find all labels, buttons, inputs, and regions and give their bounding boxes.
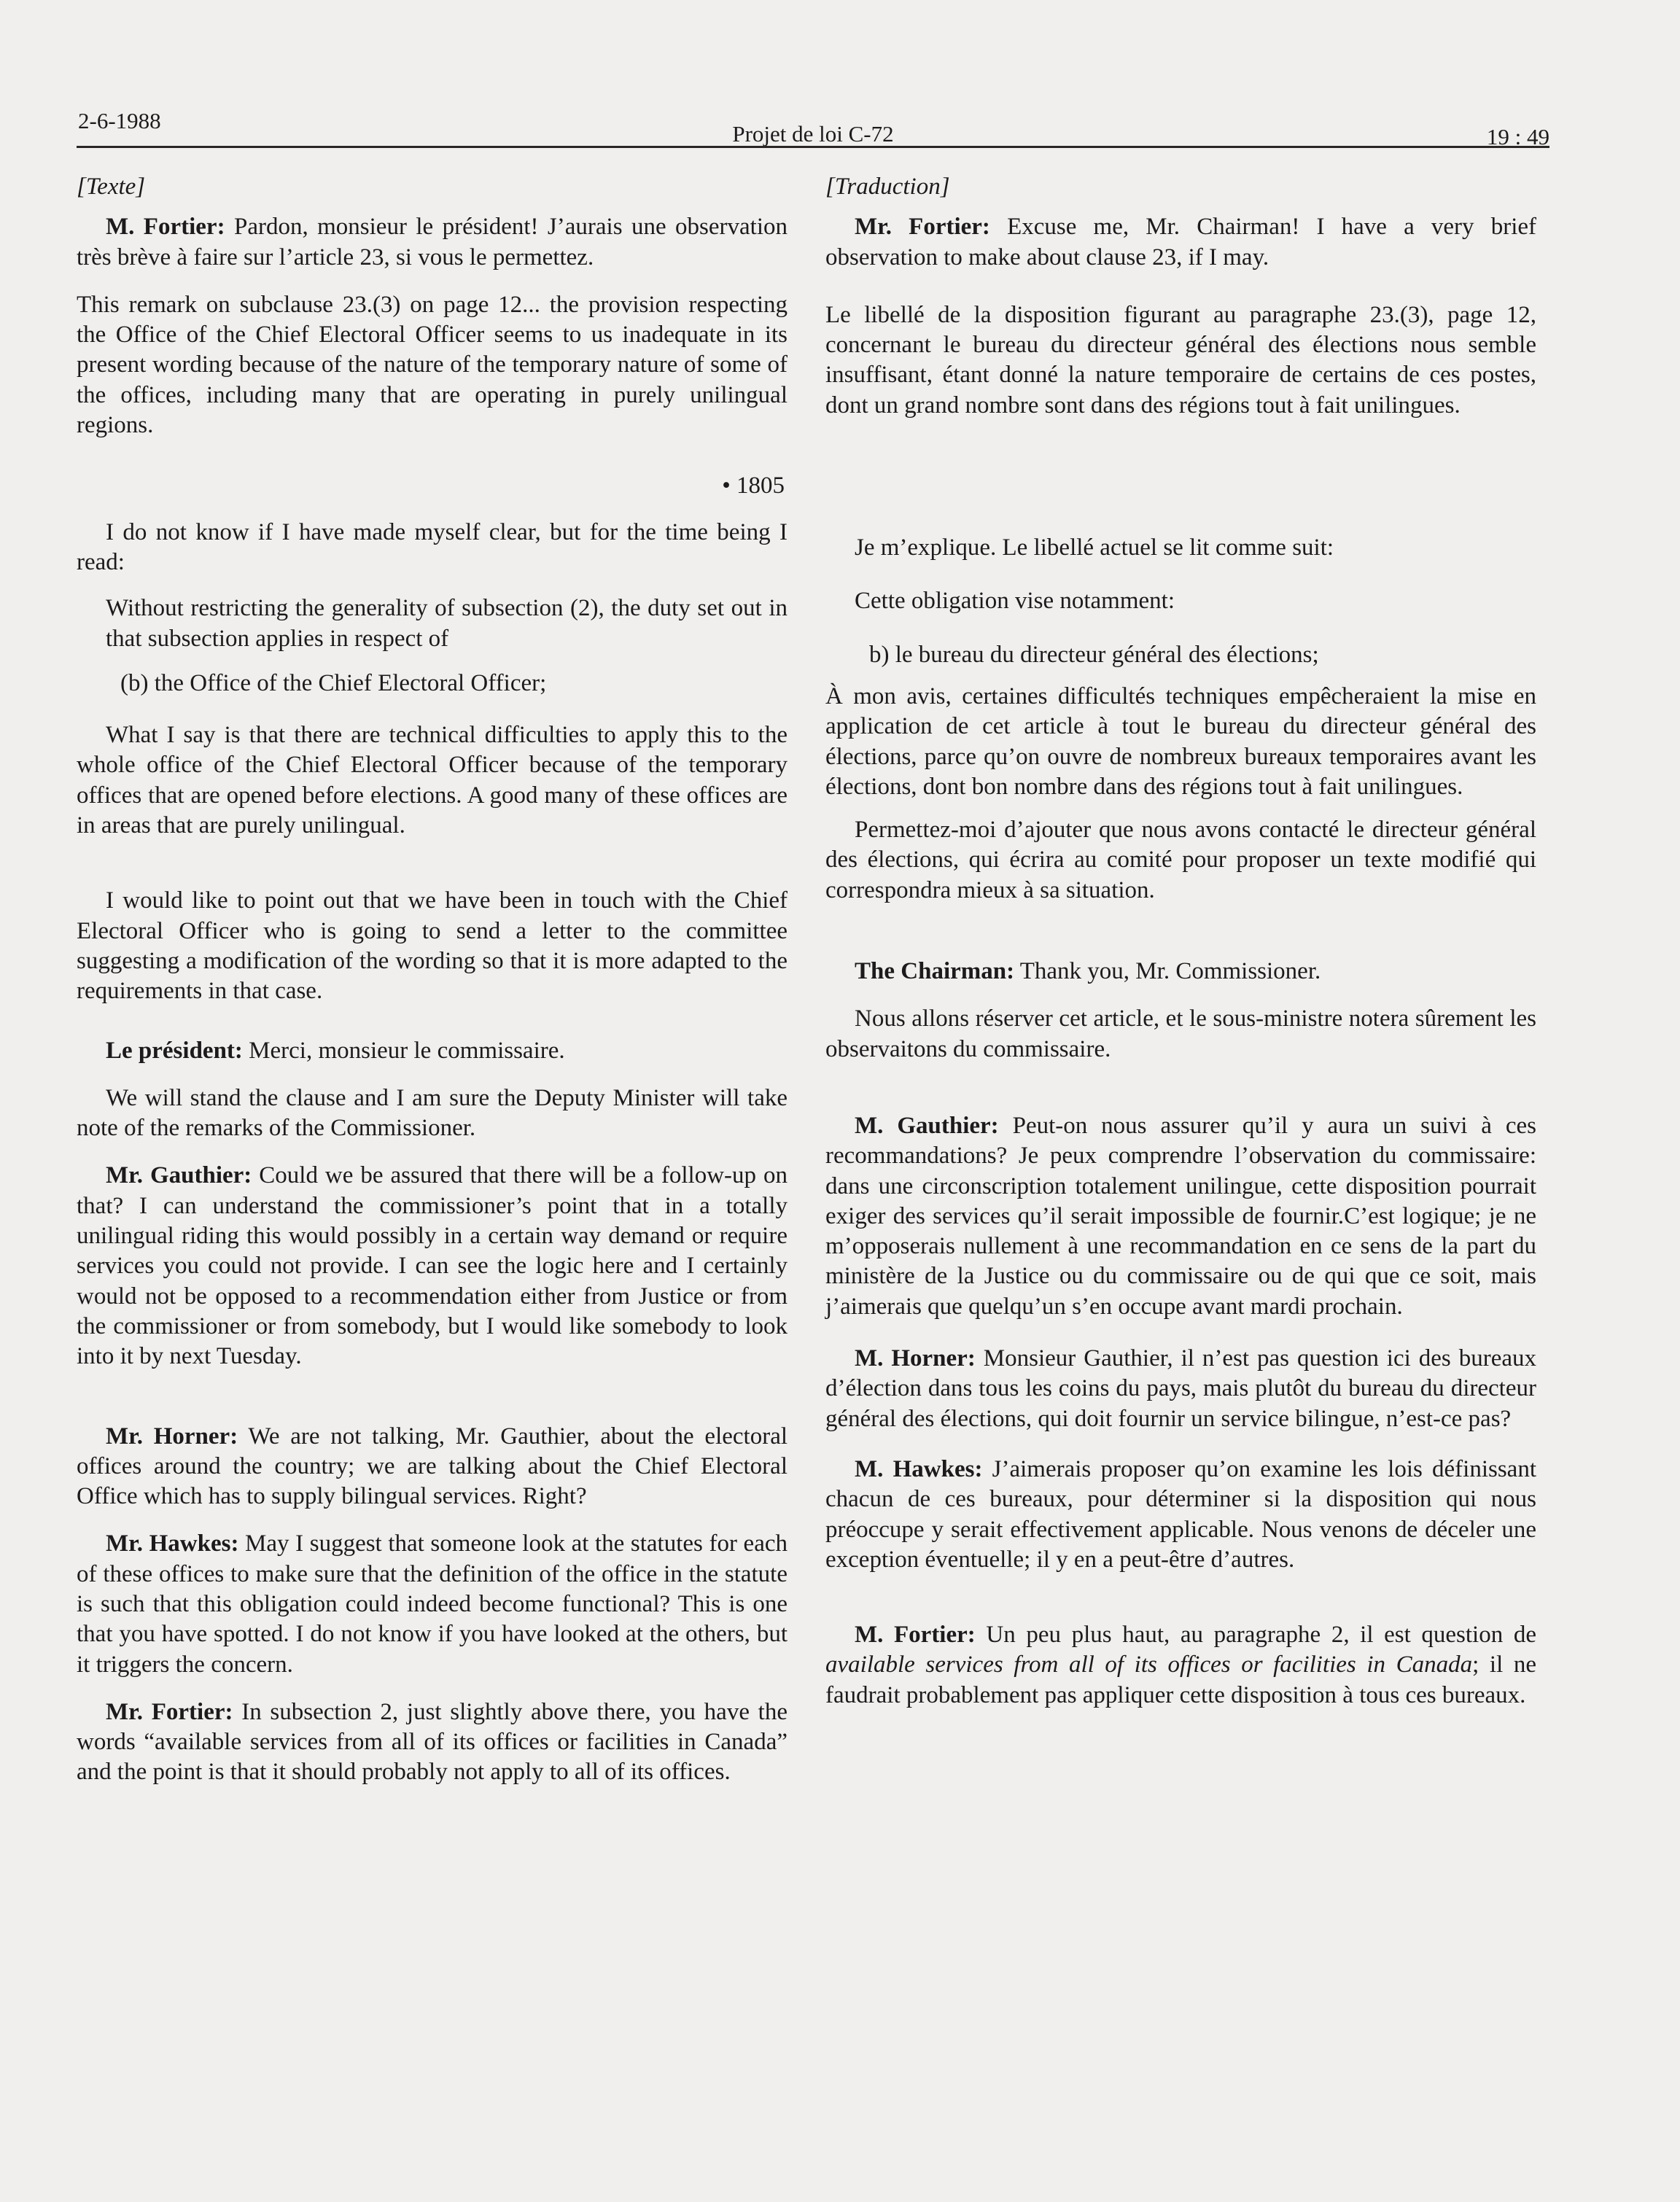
paragraph: We will stand the clause and I am sure the Deputy Minister will take note of the remarks of the Commissioner. [77,1084,788,1142]
speaker-name: Mr. Gauthier: [106,1162,252,1189]
time-stamp: • 1805 [722,472,785,499]
speaker-name: Mr. Horner: [106,1423,238,1450]
speaker-name: M. Fortier: [855,1622,976,1649]
paragraph [825,1344,1536,1434]
paragraph-text: Thank you, Mr. Commissioner. [1014,958,1321,985]
paragraph-text: Merci, monsieur le commissaire. [242,1037,565,1064]
paragraph: What I say is that there are technical difficulties to apply this to the whole office of the Chief Electoral Officer because of the temporary offices that are opened before elections. A good many of these offices are in areas that are purely unilingual. [77,722,788,839]
paragraph-text: Peut-on nous assurer qu’il y aura un suivi à ces recommandations? Je peux comprendre l’observation du commissaire: dans une circonscription totalement unilingue, cette disposition pourrait exiger des services qu’il serait impossible de fournir.C’est logique; je ne m’opposerais nullement à une recommandation en ce sens de la part du ministère de la Justice ou du commissaire ou de qui que ce soit, mais j’aimerais que quelqu’un s’en occupe avant mardi prochain. [825,1112,1537,1320]
header-date: 2-6-1988 [78,108,161,133]
paragraph [825,1111,1536,1322]
paragraph [825,1620,1536,1711]
paragraph: Je m’explique. Le libellé actuel se lit comme suit: [855,534,1334,561]
paragraph: This remark on subclause 23.(3) on page 12... the provision respecting the Office of the Chief Electoral Officer seems to us inadequate in its present wording because of the nature of the temporary nature of some of the offices, including many that are operating in purely unilingual regions. [77,291,788,439]
header-rule [77,146,1549,148]
speaker-name: M. Horner: [855,1345,976,1372]
paragraph-text: Pardon, monsieur le président! J’aurais une observation très brève à faire sur l’article 23, si vous le permettez. [77,214,788,271]
paragraph-text: We are not talking, Mr. Gauthier, about the electoral offices around the country; we are talking about the Chief Electoral Office which has to supply bilingual services. Right? [77,1423,788,1510]
paragraph-text: Monsieur Gauthier, il n’est pas question ici des bureaux d’élection dans tous les coins du pays, mais plutôt du bureau du directeur général des élections, qui doit fournir un service bilingue, n’est-ce pas? [825,1345,1536,1432]
speaker-name: Le président: [106,1037,243,1064]
paragraph: I do not know if I have made myself clear, but for the time being I read: [77,518,788,575]
paragraph: Nous allons réserver cet article, et le sous-ministre notera sûrement les observaitons du commissaire. [825,1005,1536,1062]
speaker-name: M. Gauthier: [855,1112,999,1139]
paragraph [825,957,1536,987]
paragraph [77,1036,788,1066]
speaker-name: Mr. Hawkes: [106,1530,239,1557]
paragraph [825,212,1536,273]
paragraph: Le libellé de la disposition figurant au paragraphe 23.(3), page 12, concernant le bureau du directeur général des élections nous semble insuffisant, étant donné la nature temporaire de certains de ces postes, dont un grand nombre sont dans des régions tout à fait unilingues. [825,301,1536,419]
page-header [77,108,1549,149]
paragraph: À mon avis, certaines difficultés techniques empêcheraient la mise en application de cet article à tout le bureau du directeur général des élections, parce qu’on ouvre de nombreux bureaux temporaires avant les élections, dont bon nombre dans des régions tout à fait unilingues. [825,682,1536,800]
paragraph-text: May I suggest that someone look at the statutes for each of these offices to make sure that the definition of the office in the statute is such that this obligation could indeed become functional? This is one that you have spotted. I do not know if you have looked at the others, but it triggers the concern. [77,1530,788,1678]
language-marker: [Texte] [77,174,146,200]
paragraph [825,1455,1536,1575]
paragraph [77,1422,788,1512]
paragraph-text: Un peu plus haut, au paragraphe 2, il est question de [975,1622,1536,1649]
paragraph [77,1161,788,1372]
quotation: b) le bureau du directeur général des élections; [869,641,1319,668]
paragraph-text: In subsection 2, just slightly above there, you have the words “available services from all of its offices or facilities in Canada” and the point is that it should probably not apply to all of its offices. [77,1698,788,1786]
right-column [825,172,1536,1711]
speaker-name: The Chairman: [855,958,1015,985]
language-marker: [Traduction] [825,174,950,200]
paragraph-text: ; il ne faudrait probablement pas appliquer cette disposition à tous ces bureaux. [825,1652,1536,1708]
speaker-name: M. Fortier: [106,214,225,241]
paragraph [77,1697,788,1788]
left-column [77,172,788,1788]
paragraph: Permettez-moi d’ajouter que nous avons contacté le directeur général des élections, qui écrira au comité pour proposer un texte modifié qui correspondra mieux à sa situation. [825,817,1536,903]
speaker-name: Mr. Fortier: [855,214,990,241]
speaker-name: Mr. Fortier: [106,1698,233,1725]
paragraph-text: J’aimerais proposer qu’on examine les lois définissant chacun de ces bureaux, pour déterminer si la disposition qui nous préoccupe y serait effectivement applicable. Nous venons de déceler une exception éventuelle; il y en a peut-être d’autres. [825,1455,1536,1573]
quotation: (b) the Office of the Chief Electoral Officer; [120,669,547,696]
speaker-name: M. Hawkes: [855,1455,983,1482]
header-title: Projet de loi C-72 [732,121,894,147]
paragraph-text: Could we be assured that there will be a follow-up on that? I can understand the commissioner’s point that in a totally unilingual riding this would possibly in a certain way demand or require services you could not provide. I can see the logic here and I certainly would not be opposed to a recommendation either from Justice or from the commissioner or from somebody, but I would like somebody to look into it by next Tuesday. [77,1162,788,1370]
paragraph [77,212,788,273]
quotation: Cette obligation vise notamment: [855,588,1175,615]
paragraph-text: Excuse me, Mr. Chairman! I have a very brief observation to make about clause 23, if I may. [825,214,1537,271]
header-page-number: 19 : 49 [1486,124,1549,149]
paragraph [77,1529,788,1679]
paragraph: I would like to point out that we have been in touch with the Chief Electoral Officer who is going to send a letter to the committee suggesting a modification of the wording so that it is more adapted to the requirements in that case. [77,887,788,1005]
emphasized-quote: available services from all of its offices or facilities in Canada [825,1652,1473,1678]
quotation: Without restricting the generality of subsection (2), the duty set out in that subsection applies in respect of [106,595,788,652]
